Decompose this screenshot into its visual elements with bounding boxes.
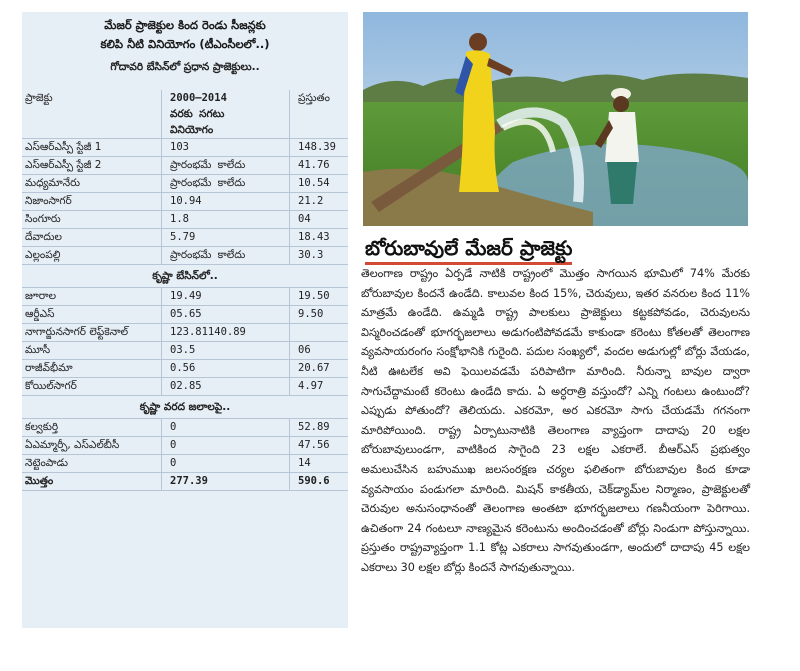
current-usage: 21.2 [298,195,324,207]
krishna-flood-heading-text: కృష్ణా వరద జలాలపై.. [139,401,231,413]
table-row [22,157,348,175]
project-name: మూసీ [22,342,162,359]
table-row [22,437,348,455]
project-name: నెట్టెంపాడు [22,455,162,472]
project-name: కోయిల్‌సాగర్ [22,378,162,395]
average-usage: 0 [162,419,290,436]
project-name: ఎస్ఆర్ఎస్పీ స్టేజీ 1 [22,139,162,156]
table-row [22,419,348,437]
project-name: దేవాదుల [22,229,162,246]
average-usage: 03.5 [162,342,290,359]
average-usage: 0 [162,455,290,472]
table-row [22,360,348,378]
project-name: మధ్యమానేరు [22,175,162,192]
table-row [22,247,348,265]
table-title-line-1: మేజర్ ప్రాజెక్టుల కింద రెండు సీజన్లకు [104,18,266,32]
average-usage: 19.49 [162,288,290,305]
header-project: ప్రాజెక్టు [22,90,162,138]
project-name: నిజాంసాగర్ [22,193,162,210]
current-usage: 47.56 [298,439,330,451]
borewell-photo-illustration [363,12,748,226]
average-usage: 02.85 [162,378,290,395]
table-row [22,193,348,211]
table-row [22,288,348,306]
current-usage: 19.50 [298,290,330,302]
total-current: 590.6 [298,475,330,487]
average-usage: ప్రారంభమే కాలేదు [162,157,290,174]
project-name: జూరాల [22,288,162,305]
table-row [22,306,348,324]
water-usage-table [22,90,348,491]
table-row [22,455,348,473]
table-row [22,324,348,342]
average-usage: 05.65 [162,306,290,323]
current-usage: 9.50 [298,308,324,320]
header-period-line-2: వరకు సగటు [170,108,225,120]
total-row [22,473,348,491]
project-name: ఎస్ఆర్ఎస్పీ స్టేజీ 2 [22,157,162,174]
table-row [22,342,348,360]
godavari-rows [22,139,348,265]
article-heading: బోరుబావులే మేజర్ ప్రాజెక్టు [365,235,572,265]
header-period-line-1: 2000–2014 [170,92,227,104]
current-usage: 06 [298,344,311,356]
project-name: ఏఎమ్మార్పీ, ఎస్ఎల్‌బీసీ [22,437,162,454]
average-usage: ప్రారంభమే కాలేదు [162,247,290,264]
table-row [22,211,348,229]
project-name: నాగార్జునసాగర్ లెఫ్ట్‌కెనాల్ [22,324,162,341]
krishna-basin-heading-text: కృష్ణా బేసిన్‌లో.. [152,270,218,282]
current-usage: 148.39 [298,141,336,153]
current-usage: 41.76 [298,159,330,171]
average-usage: 0.56 [162,360,290,377]
current-usage: 30.3 [298,249,324,261]
header-period-line-3: వినియోగం [170,124,214,136]
current-usage [290,324,348,341]
total-label: మొత్తం [22,473,162,490]
average-usage: 10.94 [162,193,290,210]
krishna-rows [22,288,348,396]
table-row [22,175,348,193]
current-usage: 04 [298,213,311,225]
current-usage: 52.89 [298,421,330,433]
farmers-borewell-photo [363,12,748,226]
header-current: ప్రస్తుతం [298,92,330,104]
project-name: కల్వకుర్తి [22,419,162,436]
godavari-basin-subtitle: గోదావరి బేసిన్‌లో ప్రధాన ప్రాజెక్టులు.. [110,61,260,73]
average-usage: ప్రారంభమే కాలేదు [162,175,290,192]
total-average: 277.39 [162,473,290,490]
average-usage: 123.81140.89 [162,324,290,341]
project-name: రాజీవ్‌భీమా [22,360,162,377]
table-row [22,378,348,396]
average-usage: 0 [162,437,290,454]
project-name: ఎల్లంపల్లి [22,247,162,264]
water-usage-table-panel [22,12,348,628]
average-usage: 103 [162,139,290,156]
project-name: ఆర్డీఎస్ [22,306,162,323]
article-body: తెలంగాణ రాష్ట్రం ఏర్పడే నాటికి రాష్ట్రంలో మొత్తం సాగయిన భూమిలో 74% మేరకు బోరుబావుల కిందనే ఉండేది. కాలువల కింద 15%, చెరువులు, ఇతర వనరుల కింద 11% మాత్రమే ఉండేది. ఉమ్మడి రాష్ట్ర పాలకులు ప్రాజెక్టులు కట్టకపోవడం, చెరువులను విస్మరించడంతో భూగర్భజలాలు అడుగంటిపోవడమే కాకుండా కరెంటు కోతలతో తెలంగాణ వ్యవసాయరంగం సంక్షోభానికి గురైంది. పదుల సంఖ్యలో, వందల అడుగుల్లో బోర్లు వేయడం, నీటి ఊటలేక అవి ఫెయిలవడమే పరిపాటిగా మారింది. నీరున్నా బావుల ద్వారా సాగుచేద్దామంటే కరెంటు ఉండేది కాదు. ఏ అర్ధరాత్రి వస్తుందో? ఎన్ని గంటలు ఉంటుందో? ఎప్పుడు పోతుందో? తెలియదు. ఎకరమో, అర ఎకరమో సాగు చేయడమే గగనంగా మారిపోయింది. రాష్ట్ర ఏర్పాటునాటికి తెలంగాణ వ్యాప్తంగా దాదాపు 20 లక్షల బోరుబావులుండగా, వాటికింద సాగైంది 23 లక్షల ఎకరాలే. బీఆర్ఎస్ ప్రభుత్వం అమలుచేసిన బహుముఖ జలసంరక్షణ చర్యల ఫలితంగా బోరుబావుల కింద కూడా వ్యవసాయం పండుగలా మారింది. మిషన్ కాకతీయ, చెక్‌డ్యామ్‌ల నిర్మాణం, ప్రాజెక్టులతో చెరువుల అనుసంధానంతో తెలంగాణ అంతటా భూగర్భజలాలు గణనీయంగా పెరిగాయి. ఉచితంగా 24 గంటలూ నాణ్యమైన కరెంటును అందించడంతో బోర్లు నిండుగా పోస్తున్నాయి. ప్రస్తుతం రాష్ట్రవ్యాప్తంగా 1.1 కోట్ల ఎకరాలు సాగవుతుండగా, అందులో దాదాపు 45 లక్షల ఎకరాలు 30 లక్షల బోర్లు కిందనే సాగవుతున్నాయి. [361,267,750,574]
flood-rows [22,419,348,473]
header-average-usage [162,90,290,138]
table-header-row [22,90,348,139]
project-name: సింగూరు [22,211,162,228]
current-usage: 4.97 [298,380,324,392]
average-usage: 5.79 [162,229,290,246]
current-usage: 10.54 [298,177,330,189]
table-title-line-2: కలిపి నీటి వినియోగం (టీఎంసీలలో..) [100,37,270,51]
current-usage: 20.67 [298,362,330,374]
current-usage: 14 [298,457,311,469]
current-usage: 18.43 [298,231,330,243]
krishna-basin-heading [22,265,348,288]
table-row [22,139,348,157]
average-usage: 1.8 [162,211,290,228]
krishna-flood-heading [22,396,348,419]
table-row [22,229,348,247]
